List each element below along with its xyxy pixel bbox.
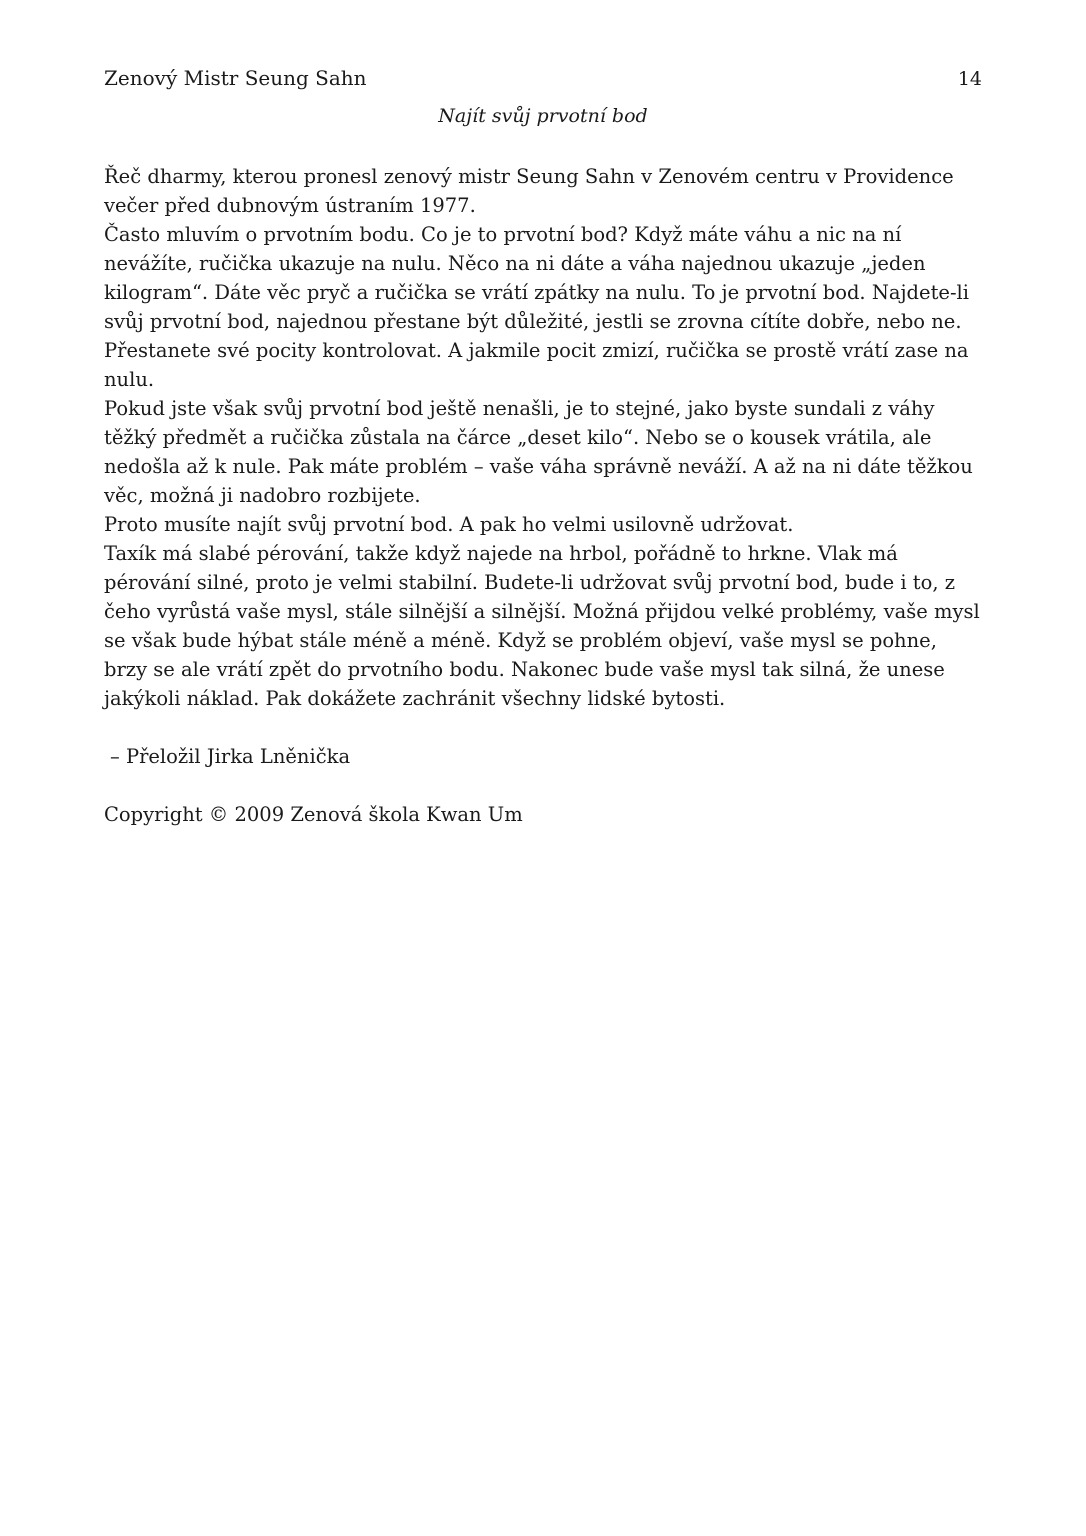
article-title: Najít svůj prvotní bod <box>438 105 648 127</box>
article-body <box>104 162 984 829</box>
translator-credit: – Přeložil Jirka Lněnička <box>110 745 351 768</box>
paragraph-intro: Řeč dharmy, kterou pronesl zenový mistr Seung Sahn v Zenovém centru v Providence večer před dubnovým ústraním 1977. <box>104 165 954 217</box>
page-header <box>104 66 982 96</box>
paragraph: Pokud jste však svůj prvotní bod ještě nenašli, je to stejné, jako byste sundali z váhy těžký předmět a ručička zůstala na čárce „deset kilo“. Nebo se o kousek vrátila, ale nedošla až k nule. Pak máte problém – vaše váha správně neváží. A až na ni dáte těžkou věc, možná ji nadobro rozbijete. <box>104 397 973 507</box>
paragraph: Taxík má slabé pérování, takže když najede na hrbol, pořádně to hrkne. Vlak má pérování silné, proto je velmi stabilní. Budete-li udržovat svůj prvotní bod, bude i to, z čeho vyrůstá vaše mysl, stále silnější a silnější. Možná přijdou velké problémy, vaše mysl se však bude hýbat stále méně a méně. Když se problém objeví, vaše mysl se pohne, brzy se ale vrátí zpět do prvotního bodu. Nakonec bude vaše mysl tak silná, že unese jakýkoli náklad. Pak dokážete zachránit všechny lidské bytosti. <box>104 542 980 710</box>
running-title: Zenový Mistr Seung Sahn <box>104 66 367 90</box>
paragraph: Proto musíte najít svůj prvotní bod. A pak ho velmi usilovně udržovat. <box>104 513 794 536</box>
copyright-notice: Copyright © 2009 Zenová škola Kwan Um <box>104 803 523 826</box>
page-number: 14 <box>957 68 982 90</box>
paragraph: Často mluvím o prvotním bodu. Co je to prvotní bod? Když máte váhu a nic na ní nevážíte, ručička ukazuje na nulu. Něco na ni dáte a váha najednou ukazuje „jeden kilogram“. Dáte věc pryč a ručička se vrátí zpátky na nulu. To je prvotní bod. Najdete-li svůj prvotní bod, najednou přestane být důležité, jestli se zrovna cítíte dobře, nebo ne. Přestanete své pocity kontrolovat. A jakmile pocit zmizí, ručička se prostě vrátí zase na nulu. <box>104 223 970 391</box>
